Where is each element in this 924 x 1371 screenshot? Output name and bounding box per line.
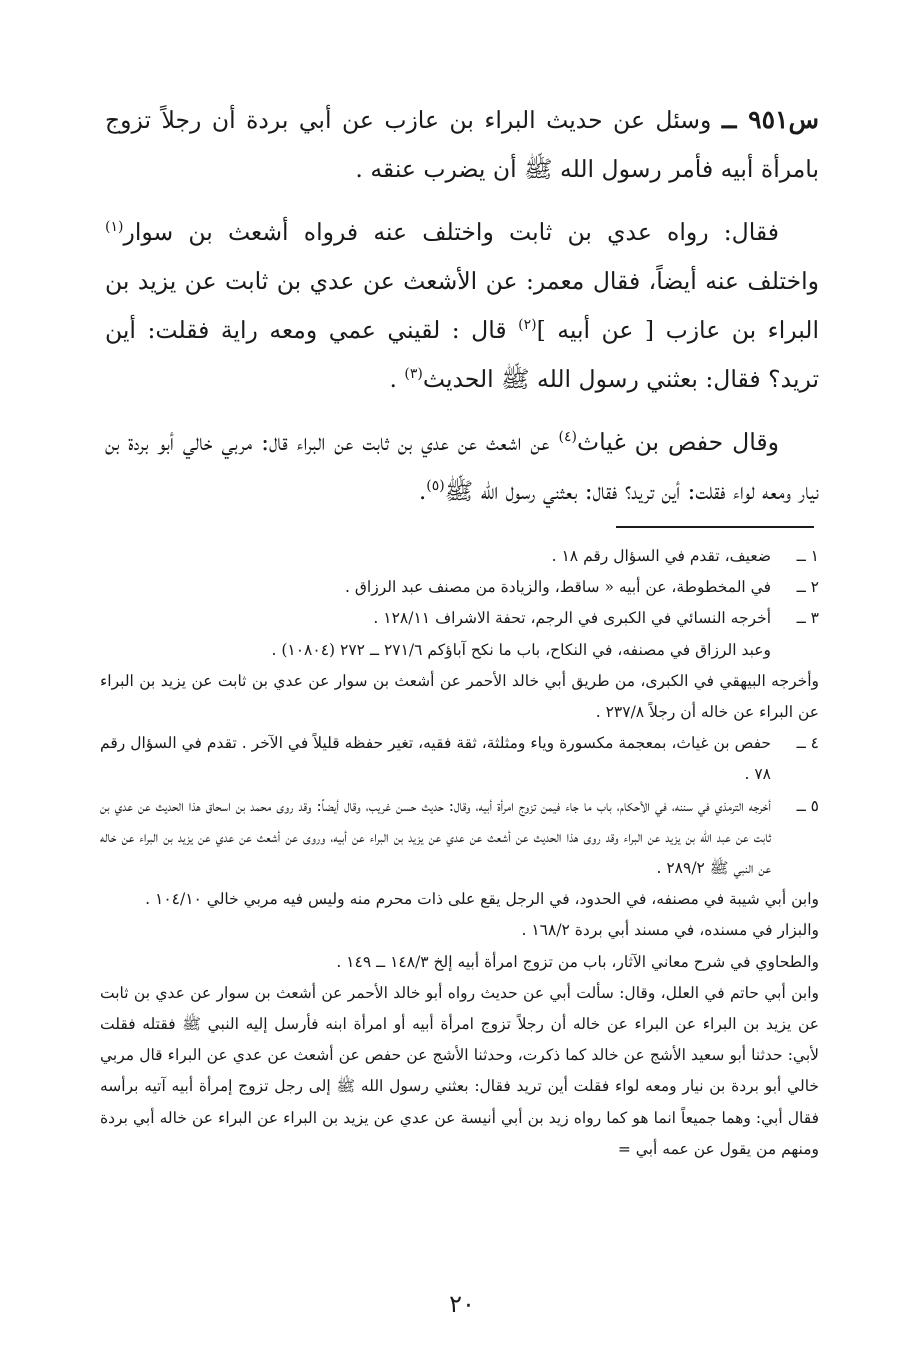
footnote-number: ٣ ــ [796, 609, 819, 628]
question-paragraph [105, 95, 819, 194]
answer-text: قال : لقيني عمي ومعه راية فقلت: أين تريد؟ فقال: بعثني رسول الله ﷺ الحديث [105, 316, 819, 393]
footnote-text: أخرجه النسائي في الكبرى في الرجم، تحفة الاشراف ١٢٨/١١ . [373, 609, 771, 628]
answer-text: وقال حفص بن غياث [576, 428, 779, 456]
footnote-number: ٥ ــ [796, 796, 819, 815]
answer-paragraph-2 [105, 418, 819, 516]
footnote-text: في المخطوطة، عن أبيه « ساقط، والزيادة من مصنف عبد الرزاق . [345, 578, 771, 597]
footnote-ref-1: (١) [105, 219, 124, 236]
continued-mark: = [617, 1139, 636, 1158]
footnote-number: ٤ ــ [796, 734, 819, 753]
answer-text: . [389, 365, 405, 393]
footnote-number: ٢ ــ [796, 578, 819, 597]
footnote-5-continuation: والبزار في مسنده، في مسند أبي بردة ١٦٨/٢ . [521, 921, 819, 940]
question-number: س٩٥١ ــ [721, 105, 819, 134]
footnote-4 [100, 728, 819, 790]
answer-text: عن اشعث عن عدي بن ثابت عن البراء قال: مربي خالي أبو بردة بن نيار ومعه لواء فقلت: أين تريد؟ فقال: بعثني رسول الله ﷺ [105, 428, 819, 505]
footnote-number: ١ ــ [796, 547, 819, 565]
answer-paragraph-1 [105, 208, 819, 404]
footnote-ref-3: (٣) [404, 366, 423, 383]
footnote-5 [100, 791, 819, 885]
page-number: ٢٠ [449, 1290, 475, 1318]
footnote-5-continuation: وابن أبي شيبة في مصنفه، في الحدود، في الرجل يقع على ذات محرم منه وليس فيه مربي خالي ١٠٤/١٠ . [145, 890, 819, 909]
answer-text: واختلف عنه أيضاً، فقال معمر: عن الأشعث عن عدي بن ثابت عن يزيد بن البراء بن عازب [ عن أبيه ] [105, 267, 819, 344]
footnote-ref-4: (٤) [558, 429, 577, 446]
answer-text: . [418, 477, 427, 505]
main-text [105, 95, 819, 530]
footnote-3-continuation: وعبد الرزاق في مصنفه، في النكاح، باب ما نكح آباؤكم ٢٧١/٦ ــ ٢٧٢ (١٠٨٠٤) . [271, 640, 771, 659]
footnote-separator [616, 526, 814, 528]
footnote-text: أخرجه الترمذي في سننه، في الأحكام، باب ما جاء فيمن تزوج امرأة أبيه، وقال: حديث حسن غريب، وقال أيضاً: وقد روى محمد بن اسحاق هذا الحديث عن عدي بن ثابت عن عبد الله بن يزيد عن البراء وقد روى هذا الحديث عن أشعث عن عدي عن يزيد بن البراء عن أبيه، وروى عن أشعث عن عدي عن يزيد بن البراء عن خاله عن النبي ﷺ ٢٨٩/٢ . [100, 796, 771, 878]
footnote-3 [100, 603, 819, 634]
footnotes [100, 541, 819, 1165]
footnote-ref-2: (٢) [518, 317, 537, 334]
footnote-5-continuation: والطحاوي في شرح معاني الآثار، باب من تزوج امرأة أبيه إلخ ١٤٨/٣ ــ ١٤٩ . [336, 952, 819, 971]
footnote-1 [100, 541, 819, 572]
footnote-text: ضعيف، تقدم في السؤال رقم ١٨ . [551, 547, 771, 565]
footnote-5-continuation [100, 978, 819, 1165]
footnote-ref-5: (٥) [426, 478, 445, 495]
footnote-2 [100, 572, 819, 603]
question-text: وسئل عن حديث البراء بن عازب عن أبي بردة أن رجلاً تزوج بامرأة أبيه فأمر رسول الله ﷺ أن يضرب عنقه . [105, 106, 819, 183]
footnote-3-continuation: وأخرجه البيهقي في الكبرى، من طريق أبي خالد الأحمر عن أشعث بن سوار عن عدي بن ثابت عن يزيد بن البراء عن البراء عن خاله أن رجلاً ٢٣٧/٨ . [100, 671, 819, 722]
answer-text: فقال: رواه عدي بن ثابت واختلف عنه فرواه أشعث بن سوار [123, 218, 779, 246]
footnote-text: حفص بن غياث، بمعجمة مكسورة وياء ومثلثة، ثقة فقيه، تغير حفظه قليلاً في الآخر . تقدم في السؤال رقم ٧٨ . [100, 734, 771, 784]
footnote-text: وابن أبي حاتم في العلل، وقال: سألت أبي عن حديث رواه أبو خالد الأحمر عن أشعث بن سوار عن عدي بن ثابت عن يزيد بن البراء عن البراء عن خاله أن رجلاً تزوج امرأة أبيه أو امرأة ابنه فأرسل إليه النبي ﷺ فقتله فقلت لأبي: حدثنا أبو سعيد الأشج عن خالد كما ذكرت، وحدثنا الأشج عن حفص عن أشعث عن عدي عن البراء قال مربي خالي أبو بردة بن نيار ومعه لواء فقلت أين تريد فقال: بعثني رسول الله ﷺ إلى رجل تزوج إمرأة أبيه آتيه برأسه فقال أبي: وهما جميعاً انما هو كما رواه زيد بن أبي أنيسة عن عدي عن يزيد بن البراء عن البراء عن خاله أبي بردة ومنهم من يقول عن عمه أبي [100, 983, 819, 1158]
